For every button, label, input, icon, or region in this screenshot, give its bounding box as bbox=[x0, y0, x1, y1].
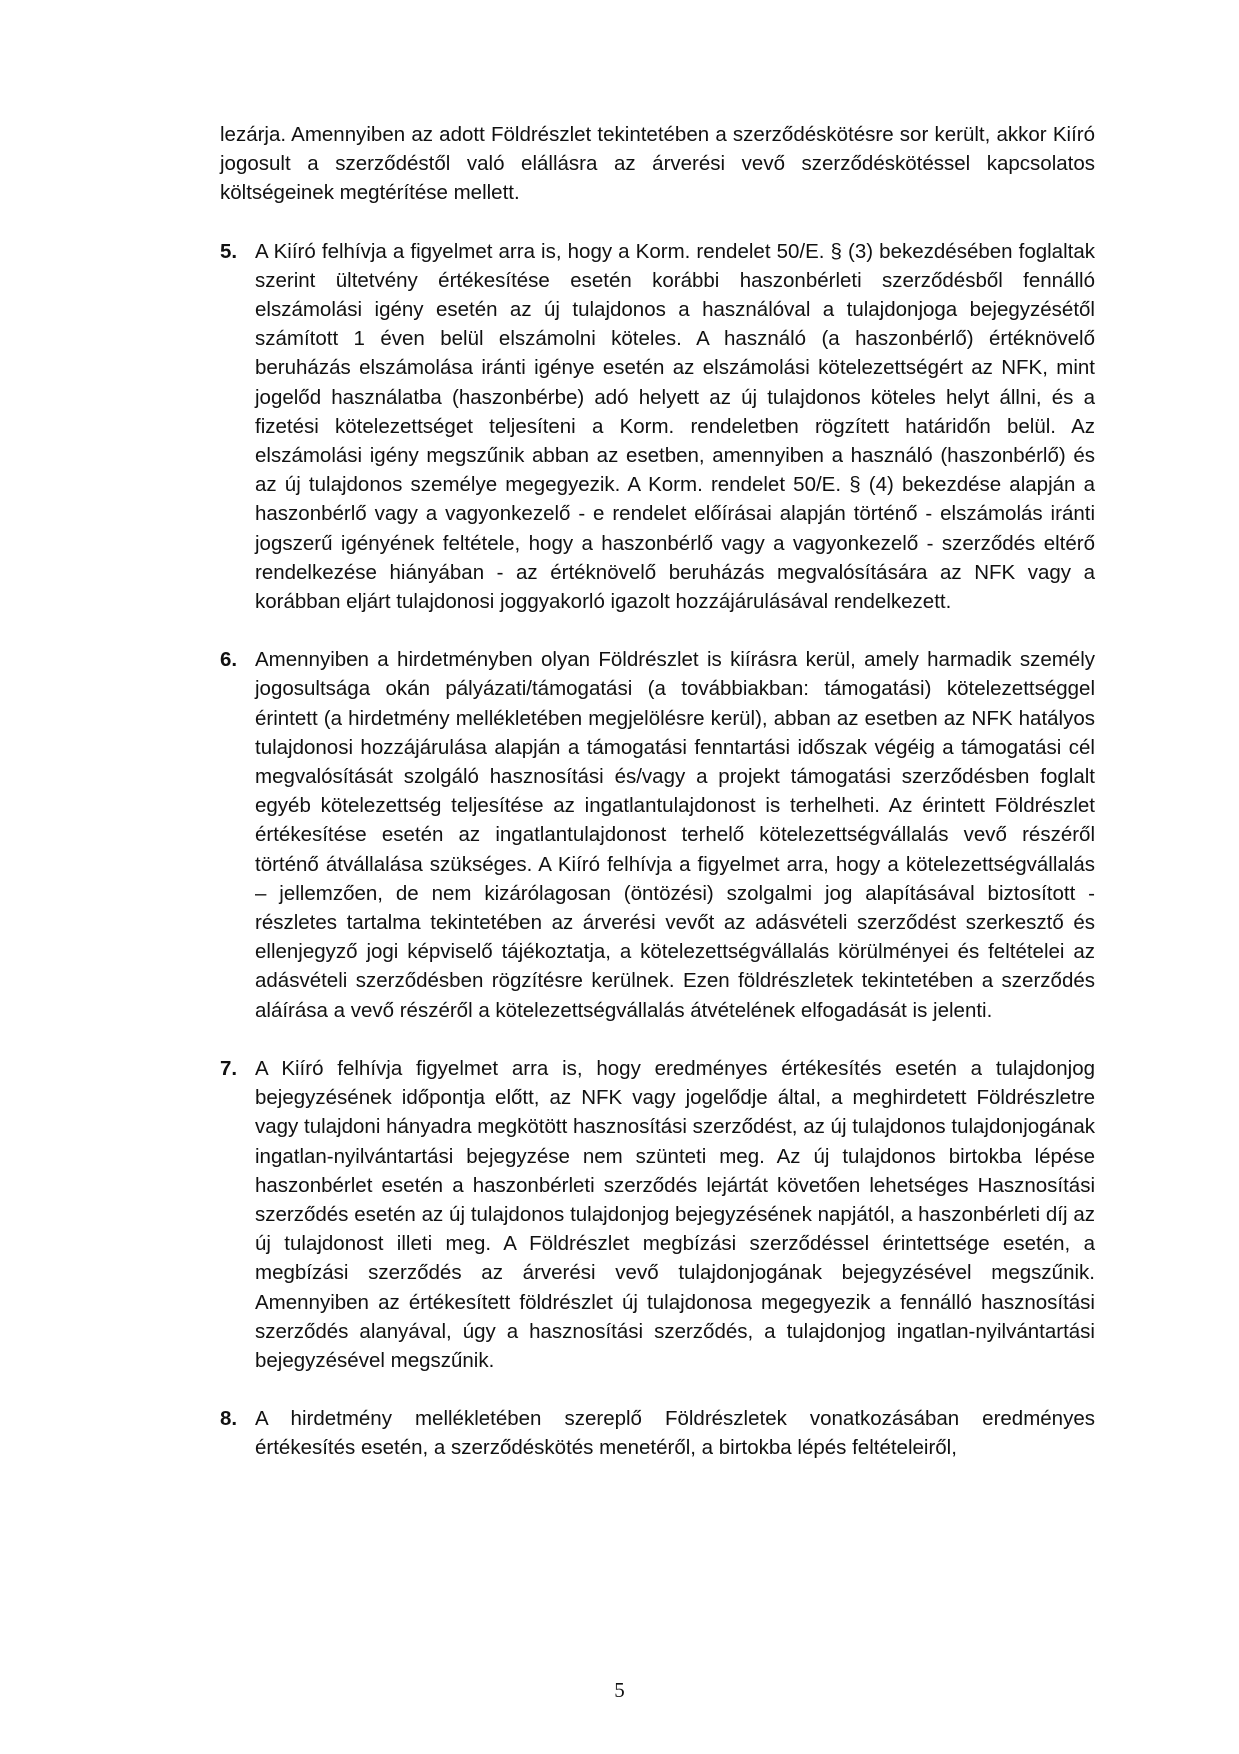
item-number: 8. bbox=[220, 1407, 238, 1431]
item-number: 7. bbox=[220, 1056, 238, 1080]
item-number: 6. bbox=[220, 648, 238, 672]
page-number: 5 bbox=[614, 1678, 625, 1702]
document-page bbox=[220, 120, 1095, 1463]
list-item-5 bbox=[220, 237, 1095, 617]
item-text: A hirdetmény mellékletében szereplő Földrészletek vonatkozásában eredményes értékesítés esetén, a szerződéskötés menetéről, a birtokba lépés feltételeiről, bbox=[255, 1407, 1095, 1460]
item-text: A Kiíró felhívja figyelmet arra is, hogy eredményes értékesítés esetén a tulajdonjog bejegyzésének időpontja előtt, az NFK vagy jogelődje által, a meghirdetett Földrészletre vagy tulajdoni hányadra megkötött hasznosítási szerződést, az új tulajdonos tulajdonjogának ingatlan-nyilvántartási bejegyzése nem szünteti meg. Az új tulajdonos birtokba lépése haszonbérlet esetén a haszonbérleti szerződés lejártát követően lehetséges Hasznosítási szerződés esetén az új tulajdonos tulajdonjog bejegyzésének napjától, a haszonbérleti díj az új tulajdonost illeti meg. A Földrészlet megbízási szerződéssel érintettsége esetén, a megbízási szerződés az árverési vevő tulajdonjogának bejegyzésével megszűnik. Amennyiben az értékesített földrészlet új tulajdonosa megegyezik a fennálló hasznosítási szerződés alanyával, úgy a hasznosítási szerződés, a tulajdonjog ingatlan-nyilvántartási bejegyzésével megszűnik. bbox=[255, 1056, 1095, 1372]
intro-paragraph: lezárja. Amennyiben az adott Földrészlet tekintetében a szerződéskötésre sor került, akkor Kiíró jogosult a szerződéstől való elállásra az árverési vevő szerződéskötéssel kapcsolatos költségeinek megtérítése mellett. bbox=[220, 123, 1095, 205]
list-item-8 bbox=[220, 1404, 1095, 1462]
item-text: Amennyiben a hirdetményben olyan Földrészlet is kiírásra kerül, amely harmadik személy jogosultsága okán pályázati/támogatási (a továbbiakban: támogatási) kötelezettséggel érintett (a hirdetmény mellékletében megjelölésre kerül), abban az esetben az NFK hatályos tulajdonosi hozzájárulása alapján a támogatási fenntartási időszak végéig a támogatási cél megvalósítását szolgáló hasznosítási és/vagy a projekt támogatási szerződésben foglalt egyéb kötelezettség teljesítése az ingatlantulajdonost is terhelheti. Az érintett Földrészlet értékesítése esetén az ingatlantulajdonost terhelő kötelezettségvállalás vevő részéről történő átvállalása szükséges. A Kiíró felhívja a figyelmet arra, hogy a kötelezettségvállalás – jellemzően, de nem kizárólagosan (öntözési) szolgalmi jog alapításával biztosított - részletes tartalma tekintetében az árverési vevőt az adásvételi szerződést szerkesztő és ellenjegyző jogi képviselő tájékoztatja, a kötelezettségvállalás körülményei és feltételei az adásvételi szerződésben rögzítésre kerülnek. Ezen földrészletek tekintetében a szerződés aláírása a vevő részéről a kötelezettségvállalás átvételének elfogadását is jelenti. bbox=[255, 648, 1095, 1022]
item-text: A Kiíró felhívja a figyelmet arra is, hogy a Korm. rendelet 50/E. § (3) bekezdésében foglaltak szerint ültetvény értékesítése esetén korábbi haszonbérleti szerződésből fennálló elszámolási igény esetén az új tulajdonos a használóval a tulajdonjoga bejegyzésétől számított 1 éven belül elszámolni köteles. A használó (a haszonbérlő) értéknövelő beruházás elszámolása iránti igénye esetén az elszámolási kötelezettségért az NFK, mint jogelőd használatba (haszonbérbe) adó helyett az új tulajdonos köteles helyt állni, és a fizetési kötelezettséget teljesíteni a Korm. rendeletben rögzített határidőn belül. Az elszámolási igény megszűnik abban az esetben, amennyiben a használó (haszonbérlő) és az új tulajdonos személye megegyezik. A Korm. rendelet 50/E. § (4) bekezdése alapján a haszonbérlő vagy a vagyonkezelő - e rendelet előírásai alapján történő - elszámolás iránti jogszerű igényének feltétele, hogy a haszonbérlő vagy a vagyonkezelő - szerződés eltérő rendelkezése hiányában - az értéknövelő beruházás megvalósítására az NFK vagy a korábban eljárt tulajdonosi joggyakorló igazolt hozzájárulásával rendelkezett. bbox=[255, 239, 1095, 614]
list-item-7 bbox=[220, 1054, 1095, 1375]
list-item-6 bbox=[220, 645, 1095, 1025]
item-number: 5. bbox=[220, 239, 238, 263]
